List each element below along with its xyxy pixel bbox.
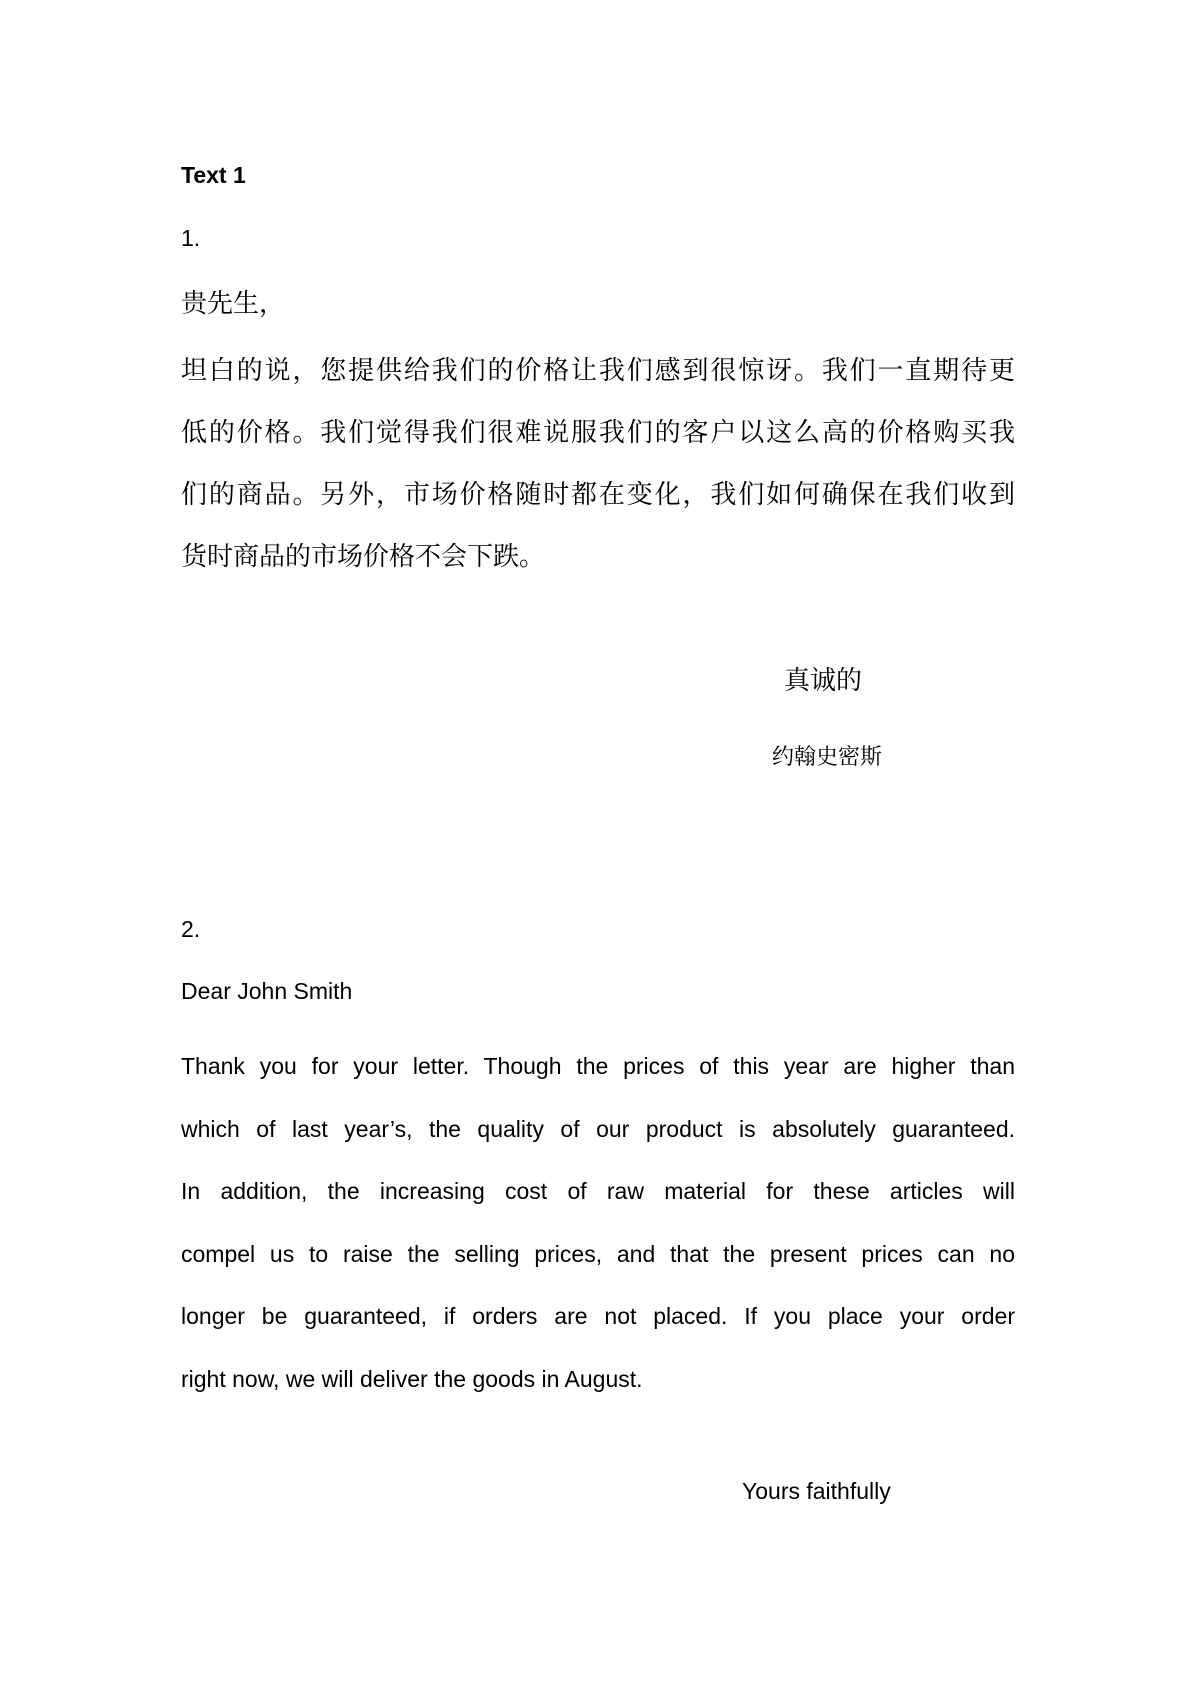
letter2-body-line: compel us to raise the selling prices, and that the present prices can no bbox=[181, 1240, 1015, 1267]
letter2-body bbox=[181, 1035, 1015, 1410]
letter2-body-line: which of last year’s, the quality of our product is absolutely guaranteed. bbox=[181, 1115, 1015, 1142]
letter2-body-line: In addition, the increasing cost of raw material for these articles will bbox=[181, 1178, 1015, 1204]
letter2-body-line: right now, we will deliver the goods in August. bbox=[181, 1365, 643, 1392]
letter2-closing: Yours faithfully bbox=[742, 1478, 891, 1504]
letter1-number: 1. bbox=[181, 225, 201, 251]
letter1-body bbox=[181, 340, 1015, 588]
letter1-body-line: 们的商品。另外，市场价格随时都在变化，我们如何确保在我们收到 bbox=[181, 480, 1015, 510]
letter2-body-line: Thank you for your letter. Though the prices of this year are higher than bbox=[181, 1053, 1015, 1079]
document-heading: Text 1 bbox=[181, 162, 246, 188]
letter1-body-line: 坦白的说，您提供给我们的价格让我们感到很惊讶。我们一直期待更 bbox=[181, 356, 1015, 386]
letter1-greeting: 贵先生， bbox=[181, 289, 286, 319]
letter1-body-line: 低的价格。我们觉得我们很难说服我们的客户以这么高的价格购买我 bbox=[181, 418, 1015, 448]
letter1-signature: 约翰史密斯 bbox=[772, 745, 883, 770]
letter1-closing: 真诚的 bbox=[784, 666, 863, 696]
letter2-body-line: longer be guaranteed, if orders are not placed. If you place your order bbox=[181, 1303, 1015, 1329]
letter1-body-line: 货时商品的市场价格不会下跌。 bbox=[181, 542, 546, 572]
letter2-number: 2. bbox=[181, 916, 201, 942]
letter2-greeting: Dear John Smith bbox=[181, 978, 353, 1004]
